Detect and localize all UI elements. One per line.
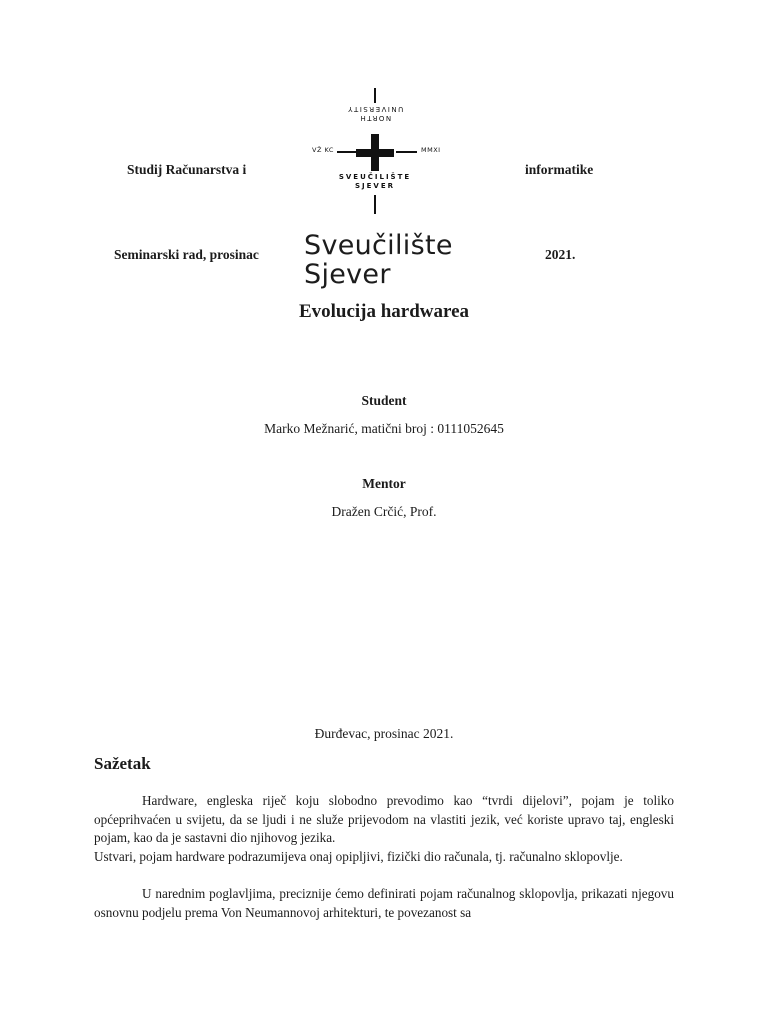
- place-date: Đurđevac, prosinac 2021.: [314, 726, 454, 741]
- student-label: Student: [361, 393, 407, 408]
- header-seminar-right: 2021.: [545, 247, 576, 262]
- page-title: Evolucija hardwarea: [298, 301, 470, 322]
- logo-top-text: [303, 104, 447, 122]
- header-study-right: informatike: [525, 162, 594, 177]
- logo-caption-line1: SVEUČILIŠTE: [338, 173, 412, 181]
- logo-caption: [303, 173, 447, 191]
- logo-left-line: [337, 151, 358, 153]
- mentor-label: Mentor: [362, 476, 406, 491]
- abstract-paragraph-2: Ustvari, pojam hardware podrazumijeva onaj opipljivi, fizički dio računala, tj. računalno sklopovlje.: [94, 848, 623, 864]
- logo-bottom-line: [374, 195, 376, 214]
- logo-caption-line2: SJEVER: [354, 182, 396, 190]
- mentor-name: Dražen Crčić, Prof.: [331, 504, 437, 519]
- student-name: Marko Mežnarić, matični broj : 0111052645: [264, 421, 504, 436]
- logo-wordmark-line2: Sjever: [304, 259, 391, 290]
- logo-cross-horizontal: [356, 149, 394, 157]
- abstract-paragraph-3: U narednim poglavljima, preciznije ćemo definirati pojam računalnog sklopovlja, prikazati njegovu osnovnu podjelu prema Von Neumannovoj arhitekturi, te povezanost sa: [94, 885, 674, 920]
- abstract-heading: Sažetak: [94, 754, 151, 773]
- logo-year-text: MMXI: [421, 146, 441, 154]
- logo-north-text: NORTH: [358, 114, 392, 122]
- logo-university-text: UNIVERSITY: [346, 105, 404, 113]
- abstract-body: [94, 792, 674, 922]
- logo-campus-text: VŽ KC: [312, 146, 334, 154]
- logo-right-line: [396, 151, 417, 153]
- abstract-paragraph-1: Hardware, engleska riječ koju slobodno prevodimo kao “tvrdi dijelovi”, pojam je toliko općeprihvaćen u svijetu, da se ljudi i ne služe prijevodom na vlastiti jezik, već koriste upravo taj, engleski pojam, kao da je sastavni dio njihovog jezika.: [94, 793, 674, 846]
- logo-wordmark: [304, 231, 453, 289]
- logo-top-line: [374, 88, 376, 103]
- header-study-left: Studij Računarstva i: [127, 162, 247, 177]
- header-seminar-left: Seminarski rad, prosinac: [114, 247, 259, 262]
- logo-wordmark-line1: Sveučilište: [304, 230, 453, 261]
